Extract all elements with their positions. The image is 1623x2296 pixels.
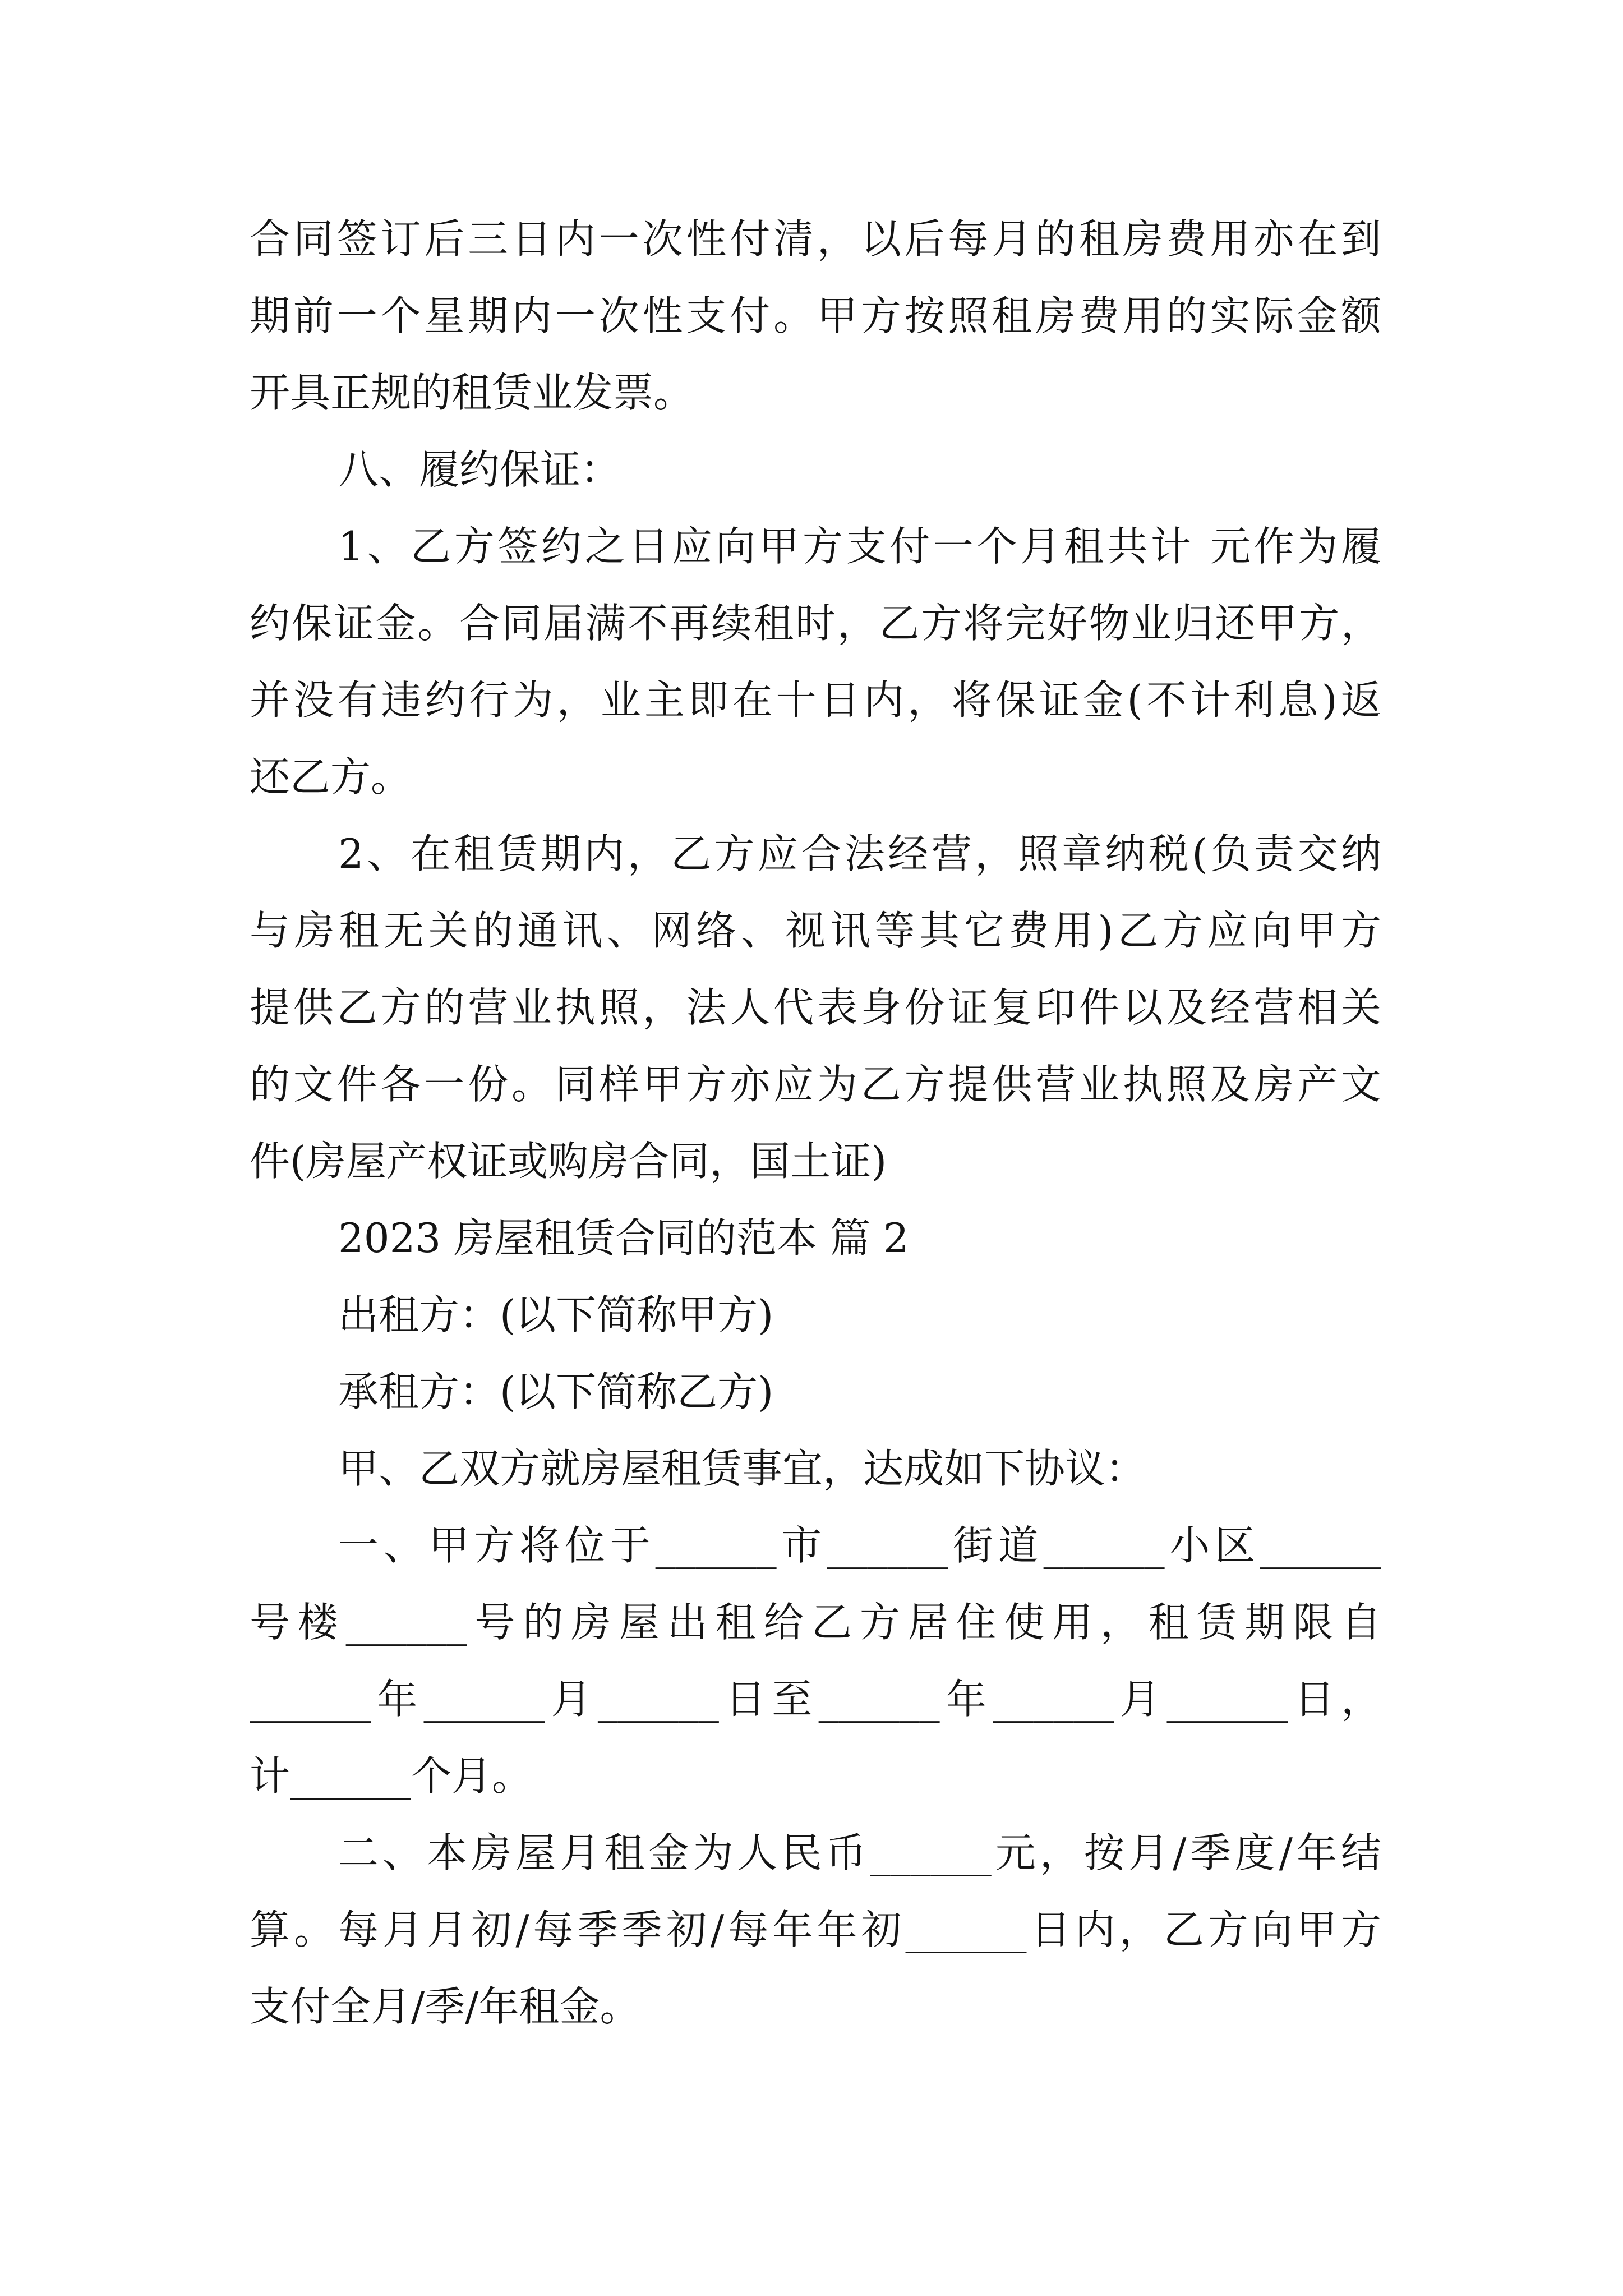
text-line: 期前一个星期内一次性支付。甲方按照租房费用的实际金额 — [250, 292, 1381, 339]
text-line: 2023 房屋租赁合同的范本 篇 2 — [338, 1214, 909, 1262]
text-line: 还乙方。 — [250, 753, 412, 800]
text-line: 八、履约保证： — [338, 446, 621, 493]
text-line: 出租方：(以下简称甲方) — [338, 1291, 774, 1338]
text-line: 一、甲方将位于______市______街道______小区______ — [338, 1522, 1381, 1569]
text-line: 并没有违约行为，业主即在十日内，将保证金(不计利息)返 — [250, 677, 1381, 724]
text-line: 支付全月/季/年租金。 — [250, 1983, 640, 2030]
article-two — [250, 1815, 1381, 2045]
text-line: 件(房屋产权证或购房合同，国土证) — [250, 1138, 887, 1185]
lessee-line — [250, 1354, 1381, 1430]
paragraph-continuation — [250, 201, 1381, 431]
text-line: 2、在租赁期内，乙方应合法经营，照章纳税(负责交纳 — [338, 830, 1381, 877]
text-line: 开具正规的租赁业发票。 — [250, 369, 694, 416]
text-line: 合同签订后三日内一次性付清，以后每月的租房费用亦在到 — [250, 215, 1381, 263]
clause-2 — [250, 816, 1381, 1200]
text-line: 算。每月月初/每季季初/每年年初______日内，乙方向甲方 — [250, 1906, 1381, 1953]
text-line: 与房租无关的通讯、网络、视讯等其它费用)乙方应向甲方 — [250, 907, 1381, 954]
section-heading-performance-guarantee — [250, 431, 1381, 508]
text-line: 提供乙方的营业执照，法人代表身份证复印件以及经营相关 — [250, 984, 1381, 1031]
agreement-intro — [250, 1430, 1381, 1507]
text-line: 甲、乙双方就房屋租赁事宜，达成如下协议： — [338, 1445, 1146, 1492]
article-one — [250, 1507, 1381, 1815]
lessor-line — [250, 1277, 1381, 1354]
text-line: 计______个月。 — [250, 1752, 533, 1800]
text-line: ______年______月______日至______年______月______日， — [250, 1676, 1381, 1723]
clause-1 — [250, 508, 1381, 816]
text-line: 承租方：(以下简称乙方) — [338, 1368, 774, 1415]
text-line: 约保证金。合同届满不再续租时，乙方将完好物业归还甲方， — [250, 600, 1381, 647]
text-line: 二、本房屋月租金为人民币______元，按月/季度/年结 — [338, 1829, 1381, 1876]
text-line: 的文件各一份。同样甲方亦应为乙方提供营业执照及房产文 — [250, 1061, 1381, 1108]
document-body — [250, 201, 1381, 2045]
text-line: 1、乙方签约之日应向甲方支付一个月租共计 元作为履 — [338, 523, 1381, 570]
text-line: 号楼______号的房屋出租给乙方居住使用，租赁期限自 — [250, 1599, 1381, 1646]
document-title — [250, 1200, 1381, 1277]
